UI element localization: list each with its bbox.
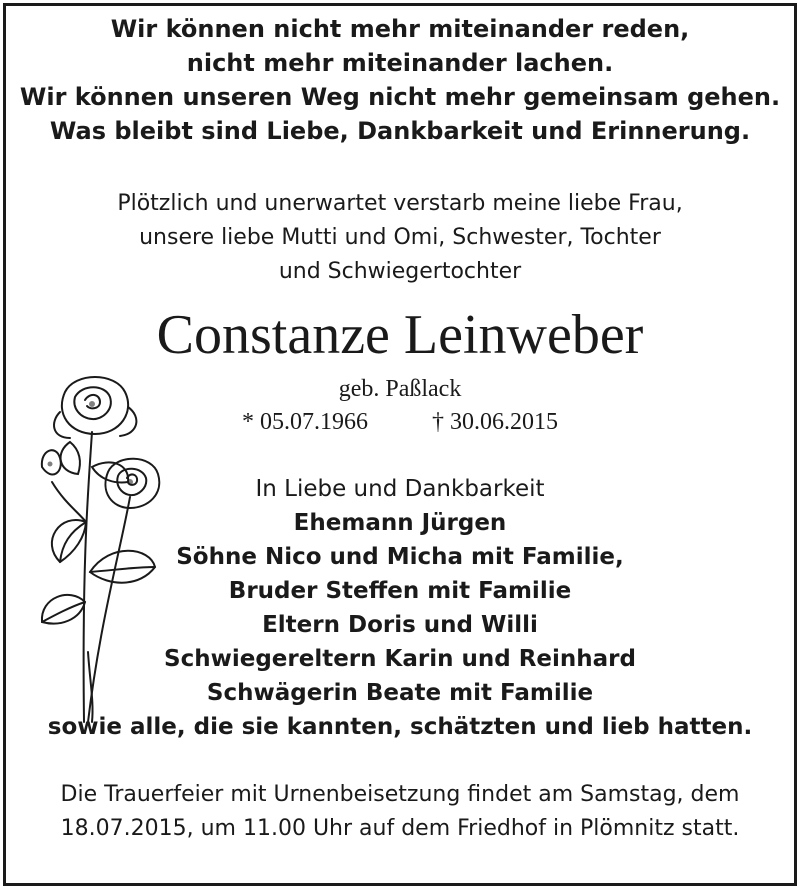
mourners-intro: In Liebe und Dankbarkeit [255, 476, 545, 502]
deceased-name: Constanze Leinweber [156, 304, 644, 366]
mourner-line: Söhne Nico und Micha mit Familie, [176, 544, 624, 570]
mourner-line: Schwiegereltern Karin und Reinhard [164, 646, 636, 672]
poem-line: Wir können nicht mehr miteinander reden, [110, 15, 690, 43]
announcement-line: und Schwiegertochter [278, 259, 522, 284]
mourner-line: Ehemann Jürgen [293, 510, 507, 536]
death-date: † 30.06.2015 [432, 409, 558, 435]
poem-line: Wir können unseren Weg nicht mehr gemeinsam gehen. [19, 83, 781, 111]
funeral-line: Die Trauerfeier mit Urnenbeisetzung findet am Samstag, dem [60, 782, 740, 807]
funeral-line: 18.07.2015, um 11.00 Uhr auf dem Friedhof in Plömnitz statt. [60, 816, 740, 841]
birth-date: * 05.07.1966 [242, 409, 368, 435]
poem-line: Was bleibt sind Liebe, Dankbarkeit und Erinnerung. [49, 117, 751, 145]
mourner-line: sowie alle, die sie kannten, schätzten und lieb hatten. [47, 714, 753, 740]
poem-line: nicht mehr miteinander lachen. [186, 49, 614, 77]
poem [0, 12, 800, 148]
announcement-line: Plötzlich und unerwartet verstarb meine liebe Frau, [117, 191, 683, 216]
announcement [0, 187, 800, 289]
maiden-name: geb. Paßlack [338, 376, 462, 402]
mourner-line: Eltern Doris und Willi [262, 612, 538, 638]
mourner-line: Bruder Steffen mit Familie [228, 578, 572, 604]
mourners [0, 472, 800, 744]
announcement-line: unsere liebe Mutti und Omi, Schwester, Tochter [139, 225, 661, 250]
funeral-info [0, 778, 800, 846]
mourner-line: Schwägerin Beate mit Familie [206, 680, 594, 706]
